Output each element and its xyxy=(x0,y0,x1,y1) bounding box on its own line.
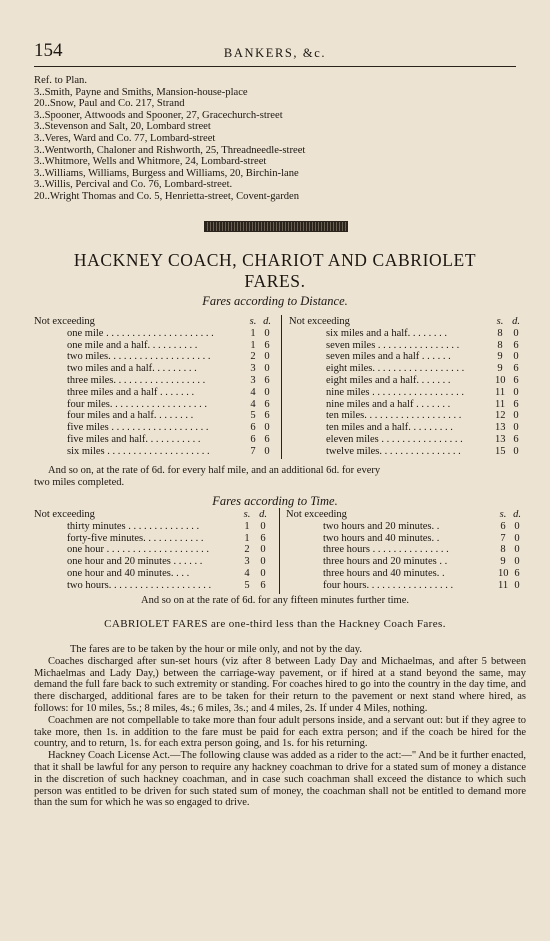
fare-shillings: 6 xyxy=(250,422,256,434)
fare-shillings: 7 xyxy=(500,532,506,544)
fare-shillings: 9 xyxy=(497,363,503,375)
fare-label: two hours and 40 minutes. . xyxy=(323,532,440,544)
time-note: And so on at the rate of 6d. for any fifteen minutes further time. xyxy=(141,595,409,606)
column-divider xyxy=(279,508,280,594)
paragraph: Coachmen are not compellable to take more than four adult persons inside, and a servant out: but if they agree to take more, then 1s. in addition to the fare must be paid for each extra person; and if the coach be hired for the country, and to return, 1s. for each extra person going, and 1s. for his returning. xyxy=(34,714,526,750)
fare-shillings: 15 xyxy=(495,445,506,457)
fare-shillings: 11 xyxy=(498,579,509,591)
paragraph: Hackney Coach License Act.—The following clause was added as a rider to the act:—" And be it further enacted, that it shall be lawful for any person to require any hackney coachman to drive for a stated sum of money a distance in the discretion of such hackney coachman, and in case such coachman shall exceed the distance to which such person was entitled to be driven for such stated sum of money, the coachman shall not be entitled to demand more than the sum for which he was so engaged to drive. xyxy=(34,750,526,809)
fare-shillings: 9 xyxy=(500,556,506,568)
fare-pence: 0 xyxy=(264,363,270,375)
fare-pence: 6 xyxy=(513,363,519,375)
time-table-left xyxy=(34,509,276,592)
fare-shillings: 10 xyxy=(495,374,506,386)
fare-pence: 6 xyxy=(264,410,270,422)
fare-label: ten miles. . . . . . . . . . . . . . . . . . . xyxy=(326,410,462,422)
fare-shillings: 4 xyxy=(250,398,256,410)
fare-shillings: 13 xyxy=(495,433,506,445)
page-header xyxy=(34,40,516,62)
fare-shillings: 5 xyxy=(250,410,256,422)
fare-pence: 0 xyxy=(513,327,519,339)
fare-shillings: 6 xyxy=(500,520,506,532)
fare-pence: 0 xyxy=(514,556,520,568)
fare-pence: 0 xyxy=(264,327,270,339)
fare-pence: 6 xyxy=(260,532,266,544)
fare-shillings: 4 xyxy=(250,386,256,398)
fare-label: seven miles and a half . . . . . . xyxy=(326,351,451,363)
fare-label: ten miles and a half. . . . . . . . . xyxy=(326,422,453,434)
fare-label: thirty minutes . . . . . . . . . . . . . . xyxy=(67,520,200,532)
ornamental-rule xyxy=(204,221,348,232)
fare-label: two miles and a half. . . . . . . . . xyxy=(67,363,197,375)
list-item: 3..Veres, Ward and Co. 77, Lombard-street xyxy=(34,132,216,144)
distance-table-left xyxy=(34,316,276,458)
list-item: 3..Whitmore, Wells and Whitmore, 24, Lombard-street xyxy=(34,156,267,168)
list-item: 20..Snow, Paul and Co. 217, Strand xyxy=(34,98,185,110)
fare-label: one hour and 20 minutes . . . . . . xyxy=(67,556,203,568)
fare-pence: 6 xyxy=(260,579,266,591)
fare-label: twelve miles. . . . . . . . . . . . . . . . xyxy=(326,445,461,457)
fare-label: nine miles and a half . . . . . . . xyxy=(326,398,451,410)
fare-pence: 0 xyxy=(260,544,266,556)
fare-label: four miles and a half. . . . . . . . xyxy=(67,410,194,422)
fare-label: two miles. . . . . . . . . . . . . . . . . . . . xyxy=(67,351,211,363)
pence-heading: d. xyxy=(512,316,520,327)
paragraph: Coaches discharged after sun-set hours (viz after 8 between Lady Day and Michaelmas, and after 5 between Michaelmas and Lady Day,) between the carriage-way pavement, or if hired at a stand beyond the same, may demand the full fare back to such extremity or standing. For coaches hired to go into the country in the day time, and there discharged, additional fares are to be taken for their return to the pavement or next stand where hired, as follows: for 10 miles, 5s.; 8 miles, 4s.; 6 miles, 3s.; and 4 miles, 2s. If under 4 Miles, nothing. xyxy=(34,655,526,714)
fare-shillings: 11 xyxy=(495,398,506,410)
fare-pence: 6 xyxy=(264,433,270,445)
fare-pence: 0 xyxy=(264,386,270,398)
distance-subtitle: Fares according to Distance. xyxy=(202,294,348,308)
fare-shillings: 12 xyxy=(495,410,506,422)
fare-pence: 0 xyxy=(264,445,270,457)
fare-pence: 0 xyxy=(260,556,266,568)
fare-shillings: 2 xyxy=(244,544,250,556)
shillings-heading: s. xyxy=(499,509,507,520)
fare-shillings: 6 xyxy=(250,433,256,445)
fare-label: three miles. . . . . . . . . . . . . . . . . . xyxy=(67,374,206,386)
cabriolet-note: CABRIOLET FARES are one-third less than the Hackney Coach Fares. xyxy=(104,618,446,630)
shillings-heading: s. xyxy=(496,316,504,327)
fare-shillings: 13 xyxy=(495,422,506,434)
fare-label: one hour . . . . . . . . . . . . . . . . . . . . xyxy=(67,544,210,556)
list-item: 3..Stevenson and Salt, 20, Lombard street xyxy=(34,121,211,133)
column-heading: Not exceeding xyxy=(34,509,95,520)
fare-pence: 6 xyxy=(264,374,270,386)
fare-label: one mile and a half. . . . . . . . . . xyxy=(67,339,198,351)
fare-shillings: 8 xyxy=(500,544,506,556)
shillings-heading: s. xyxy=(249,316,257,327)
fare-shillings: 7 xyxy=(250,445,256,457)
pence-heading: d. xyxy=(513,509,521,520)
fare-label: two hours and 20 minutes. . xyxy=(323,520,440,532)
list-item: 3..Willis, Percival and Co. 76, Lombard-street. xyxy=(34,179,233,191)
fare-label: forty-five minutes. . . . . . . . . . . . xyxy=(67,532,204,544)
section-title-line2: FARES. xyxy=(244,271,306,291)
fare-label: four hours. . . . . . . . . . . . . . . . . xyxy=(323,579,454,591)
fare-pence: 6 xyxy=(264,339,270,351)
list-item: 3..Williams, Williams, Burgess and Williams, 20, Birchin-lane xyxy=(34,167,299,179)
regulations-text xyxy=(34,644,526,809)
fare-label: three hours . . . . . . . . . . . . . . . xyxy=(323,544,449,556)
fare-pence: 0 xyxy=(513,386,519,398)
fare-shillings: 8 xyxy=(497,327,503,339)
column-heading: Not exceeding xyxy=(286,509,347,520)
distance-note-line1: And so on, at the rate of 6d. for every half mile, and an additional 6d. for every xyxy=(48,465,381,476)
fare-pence: 0 xyxy=(264,351,270,363)
distance-note-line2: two miles completed. xyxy=(34,476,125,488)
fare-label: two hours. . . . . . . . . . . . . . . . . . . . xyxy=(67,579,212,591)
fare-shillings: 4 xyxy=(244,567,250,579)
fare-shillings: 3 xyxy=(244,556,250,568)
column-heading: Not exceeding xyxy=(289,316,350,327)
fare-pence: 0 xyxy=(260,520,266,532)
fare-pence: 0 xyxy=(513,410,519,422)
fare-label: six miles and a half. . . . . . . . xyxy=(326,327,448,339)
fare-pence: 0 xyxy=(513,351,519,363)
fare-pence: 0 xyxy=(514,532,520,544)
fare-label: four miles. . . . . . . . . . . . . . . . . . . xyxy=(67,398,207,410)
fare-shillings: 3 xyxy=(250,374,256,386)
distance-table-right xyxy=(289,316,521,458)
fare-shillings: 8 xyxy=(497,339,503,351)
bankers-list xyxy=(34,75,516,203)
fare-label: one mile . . . . . . . . . . . . . . . . . . . . . xyxy=(67,327,214,339)
fare-label: five miles . . . . . . . . . . . . . . . . . . . xyxy=(67,422,209,434)
fare-pence: 0 xyxy=(514,579,520,591)
fare-shillings: 2 xyxy=(250,351,256,363)
page-number: 154 xyxy=(34,40,63,61)
fare-label: nine miles . . . . . . . . . . . . . . . . . . xyxy=(326,386,464,398)
paragraph: The fares are to be taken by the hour or mile only, and not by the day. xyxy=(70,644,362,655)
fare-shillings: 10 xyxy=(498,567,509,579)
list-item: 3..Spooner, Attwoods and Spooner, 27, Gracechurch-street xyxy=(34,109,283,121)
fare-shillings: 9 xyxy=(497,351,503,363)
column-heading: Not exceeding xyxy=(34,316,95,327)
fare-pence: 6 xyxy=(264,398,270,410)
pence-heading: d. xyxy=(259,509,267,520)
fare-shillings: 3 xyxy=(250,363,256,375)
fare-pence: 6 xyxy=(514,567,520,579)
fare-shillings: 1 xyxy=(250,339,256,351)
fare-label: one hour and 40 minutes. . . . xyxy=(67,567,190,579)
fare-label: three hours and 40 minutes. . xyxy=(323,567,445,579)
pence-heading: d. xyxy=(263,316,271,327)
fare-pence: 6 xyxy=(513,339,519,351)
fare-label: eleven miles . . . . . . . . . . . . . . . . xyxy=(326,433,463,445)
fare-label: three hours and 20 minutes . . xyxy=(323,556,448,568)
column-divider xyxy=(281,315,282,459)
header-rule xyxy=(34,66,516,67)
list-item: 3..Smith, Payne and Smiths, Mansion-house-place xyxy=(34,86,248,98)
list-item: 3..Wentworth, Chaloner and Rishworth, 25, Threadneedle-street xyxy=(34,144,306,156)
running-head: BANKERS, &c. xyxy=(223,46,327,60)
fare-shillings: 5 xyxy=(244,579,250,591)
fare-shillings: 1 xyxy=(244,532,250,544)
fare-label: eight miles and a half. . . . . . . xyxy=(326,374,451,386)
fare-shillings: 11 xyxy=(495,386,506,398)
list-heading: Ref. to Plan. xyxy=(34,75,87,86)
fare-label: six miles . . . . . . . . . . . . . . . . . . . . xyxy=(67,445,210,457)
fare-pence: 6 xyxy=(513,398,519,410)
distance-note xyxy=(34,465,526,489)
fare-shillings: 1 xyxy=(250,327,256,339)
section-title-line1: HACKNEY COACH, CHARIOT AND CABRIOLET xyxy=(73,250,477,270)
fare-label: five miles and half. . . . . . . . . . . xyxy=(67,433,201,445)
fare-label: eight miles. . . . . . . . . . . . . . . . . . xyxy=(326,363,465,375)
fare-pence: 0 xyxy=(264,422,270,434)
fare-shillings: 1 xyxy=(244,520,250,532)
list-item: 20..Wright Thomas and Co. 5, Henrietta-street, Covent-garden xyxy=(34,190,300,202)
fare-pence: 0 xyxy=(513,445,519,457)
time-table-right xyxy=(286,509,522,592)
fare-pence: 0 xyxy=(514,520,520,532)
time-subtitle: Fares according to Time. xyxy=(212,494,338,508)
shillings-heading: s. xyxy=(243,509,251,520)
fare-pence: 0 xyxy=(260,567,266,579)
fare-pence: 6 xyxy=(513,374,519,386)
fare-pence: 6 xyxy=(513,433,519,445)
fare-label: seven miles . . . . . . . . . . . . . . . . xyxy=(326,339,460,351)
fare-pence: 0 xyxy=(513,422,519,434)
fare-label: three miles and a half . . . . . . . xyxy=(67,386,195,398)
fare-pence: 0 xyxy=(514,544,520,556)
